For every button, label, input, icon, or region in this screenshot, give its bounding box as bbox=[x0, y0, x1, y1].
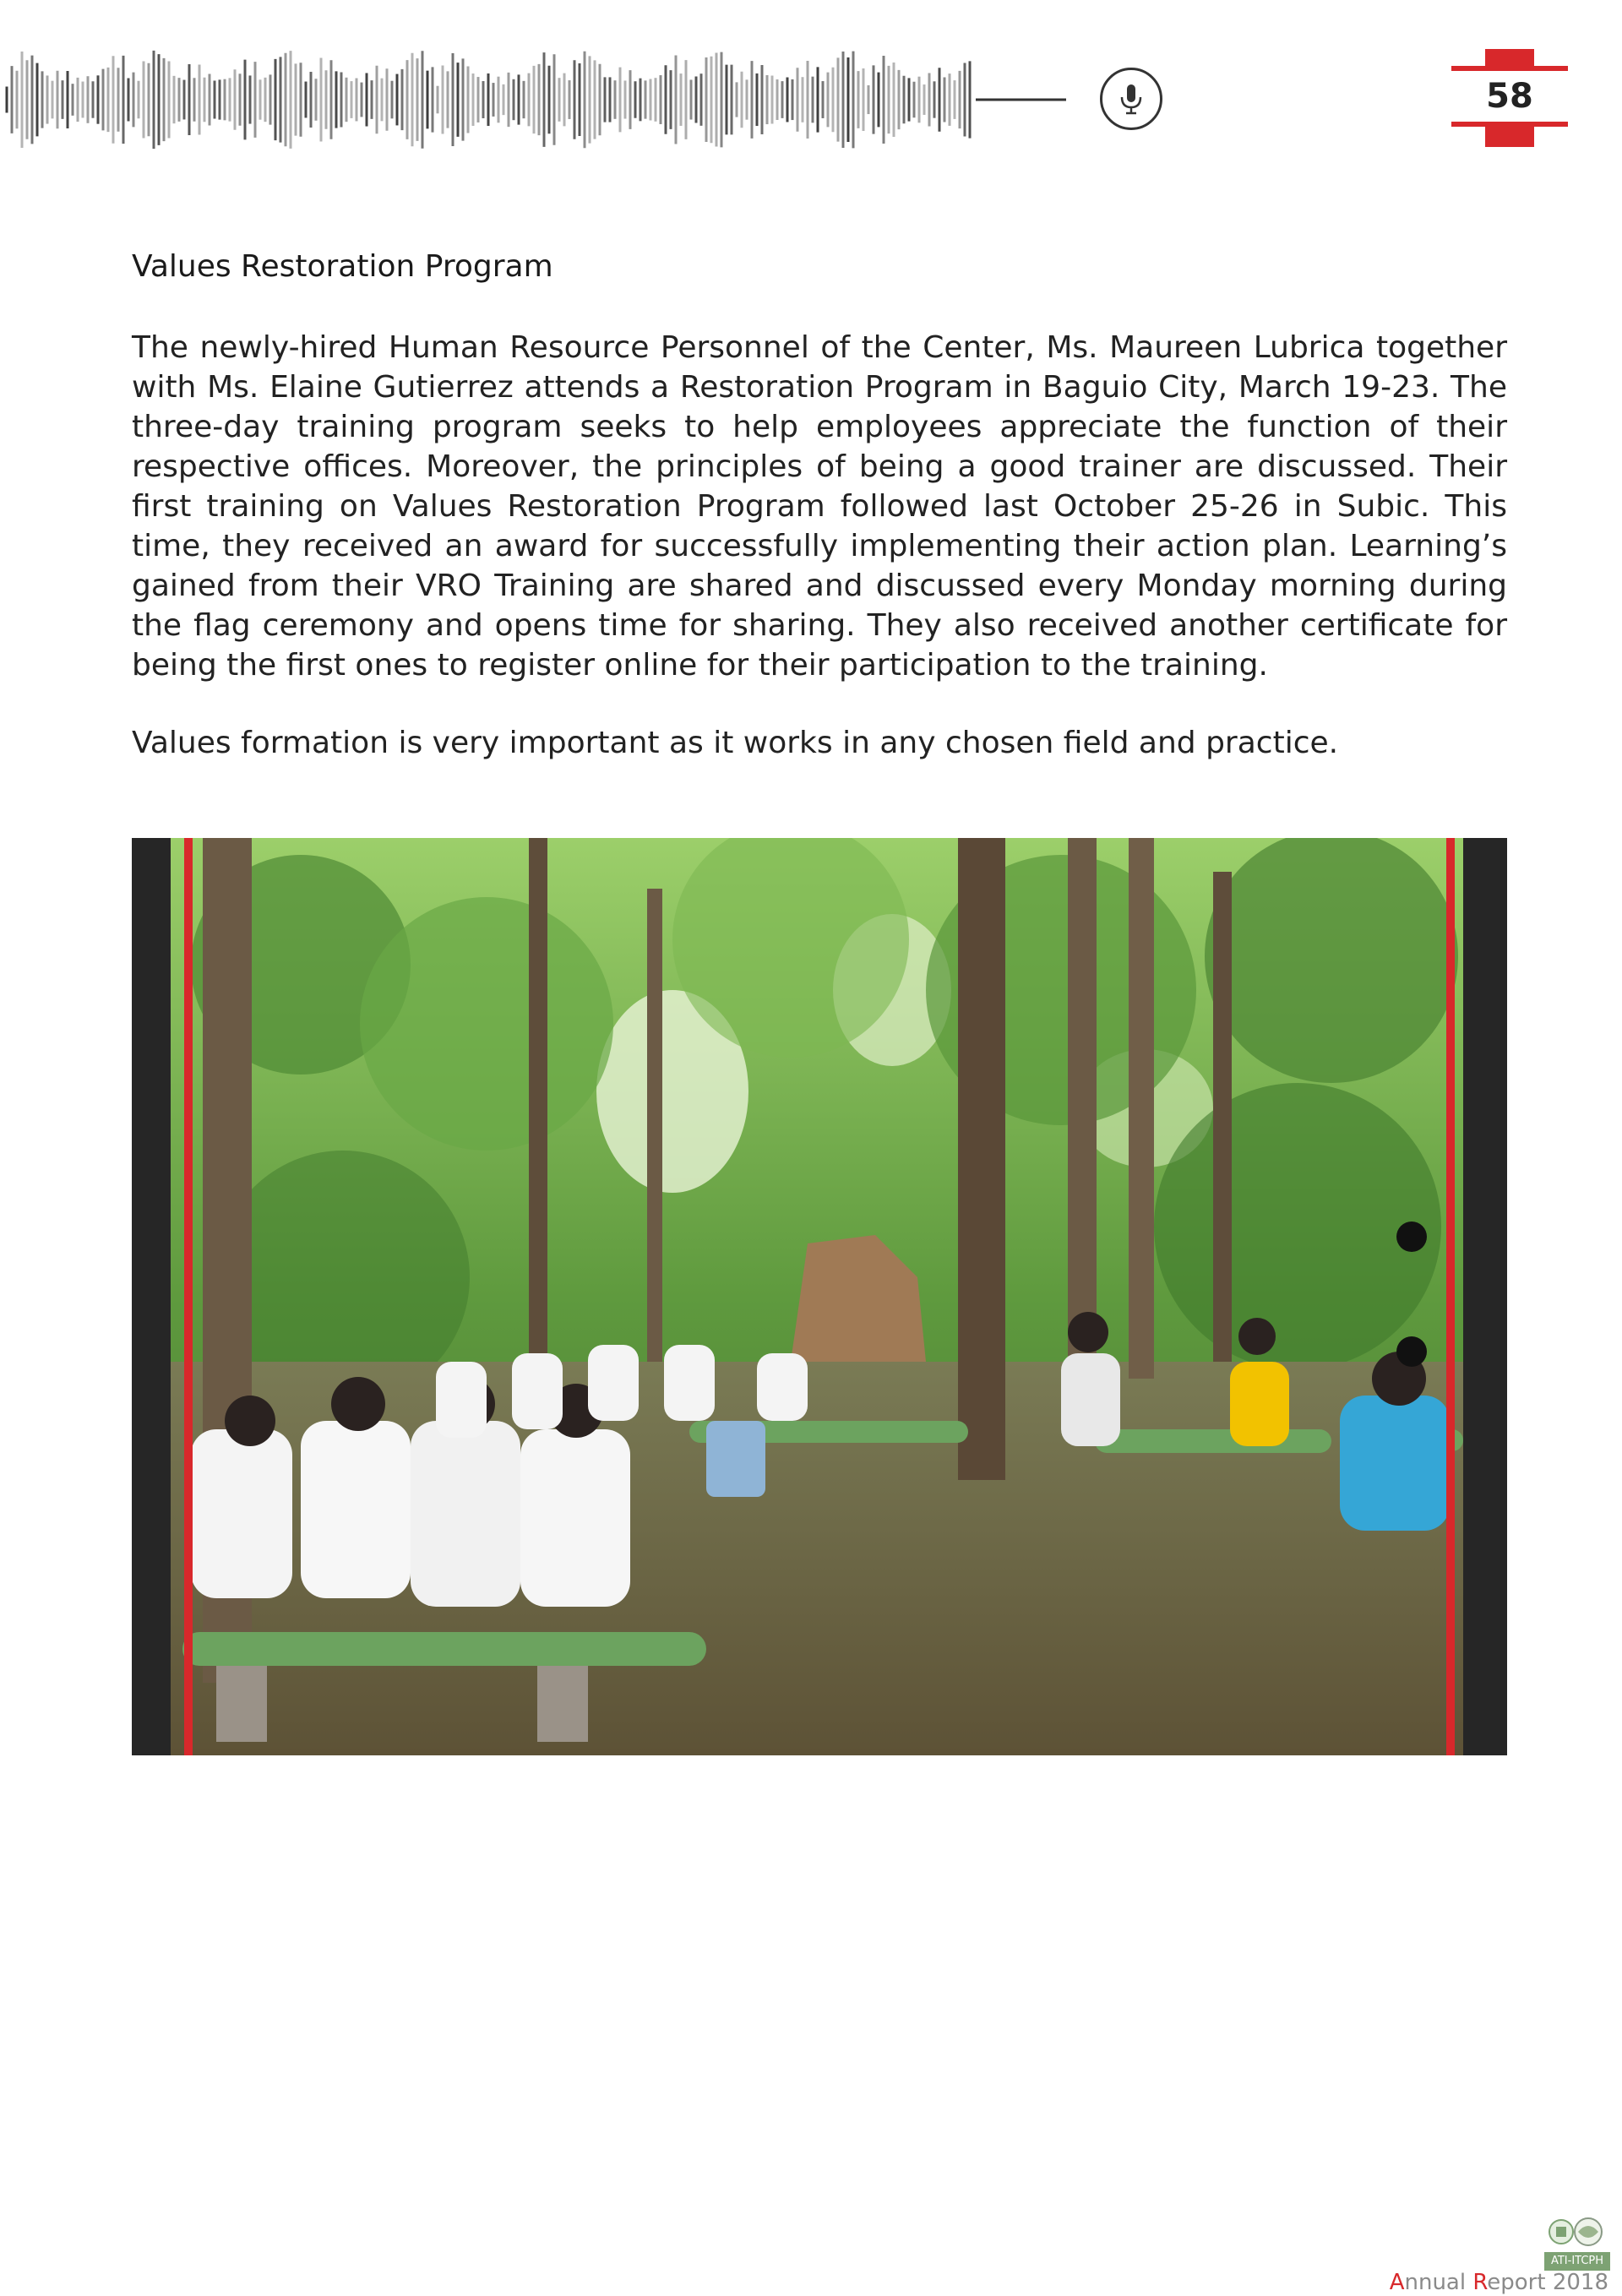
microphone-badge bbox=[1100, 68, 1162, 130]
microphone-icon bbox=[1102, 70, 1160, 128]
page-header bbox=[0, 0, 1622, 169]
page-number-badge bbox=[1451, 49, 1568, 150]
caption-initial-r: R bbox=[1472, 2270, 1488, 2295]
caption-initial-a: A bbox=[1389, 2270, 1405, 2295]
body-paragraph: The newly-hired Human Resource Personnel of the Center, Ms. Maureen Lubrica together with Ms. Elaine Gutierrez attends a Restoration Program in Baguio City, March 19-23. The three-day training program seeks to help employees appreciate the function of their respective offices. Moreover, the principles of being a good trainer are discussed. Their first training on Values Restoration Program followed last October 25-26 in Subic. This time, they received an award for successfully implementing their action plan. Learning’s gained from their VRO Training are shared and discussed every Monday morning during the flag ceremony and opens time for sharing. They also received another certificate for being the first ones to register online for their participation to the training. bbox=[132, 330, 1507, 683]
section-title: Values Restoration Program bbox=[132, 249, 553, 284]
page-number: 58 bbox=[1486, 77, 1533, 116]
caption-word-2: eport 2018 bbox=[1487, 2270, 1608, 2295]
footer-logo-tag: ATI-ITCPH bbox=[1544, 2252, 1610, 2271]
caption-word-1: nnual bbox=[1404, 2270, 1473, 2295]
footer-logos bbox=[1544, 2215, 1610, 2249]
outdoor-training-scene-image bbox=[132, 838, 1507, 1755]
organization-logo-icon bbox=[1544, 2215, 1610, 2249]
training-photo bbox=[132, 838, 1507, 1755]
page-number-tab-bottom bbox=[1485, 127, 1534, 147]
audio-waveform-graphic bbox=[0, 34, 1073, 169]
page-number-tab-top bbox=[1485, 49, 1534, 66]
closing-paragraph: Values formation is very important as it works in any chosen field and practice. bbox=[132, 726, 1339, 760]
annual-report-caption bbox=[1390, 2269, 1608, 2296]
